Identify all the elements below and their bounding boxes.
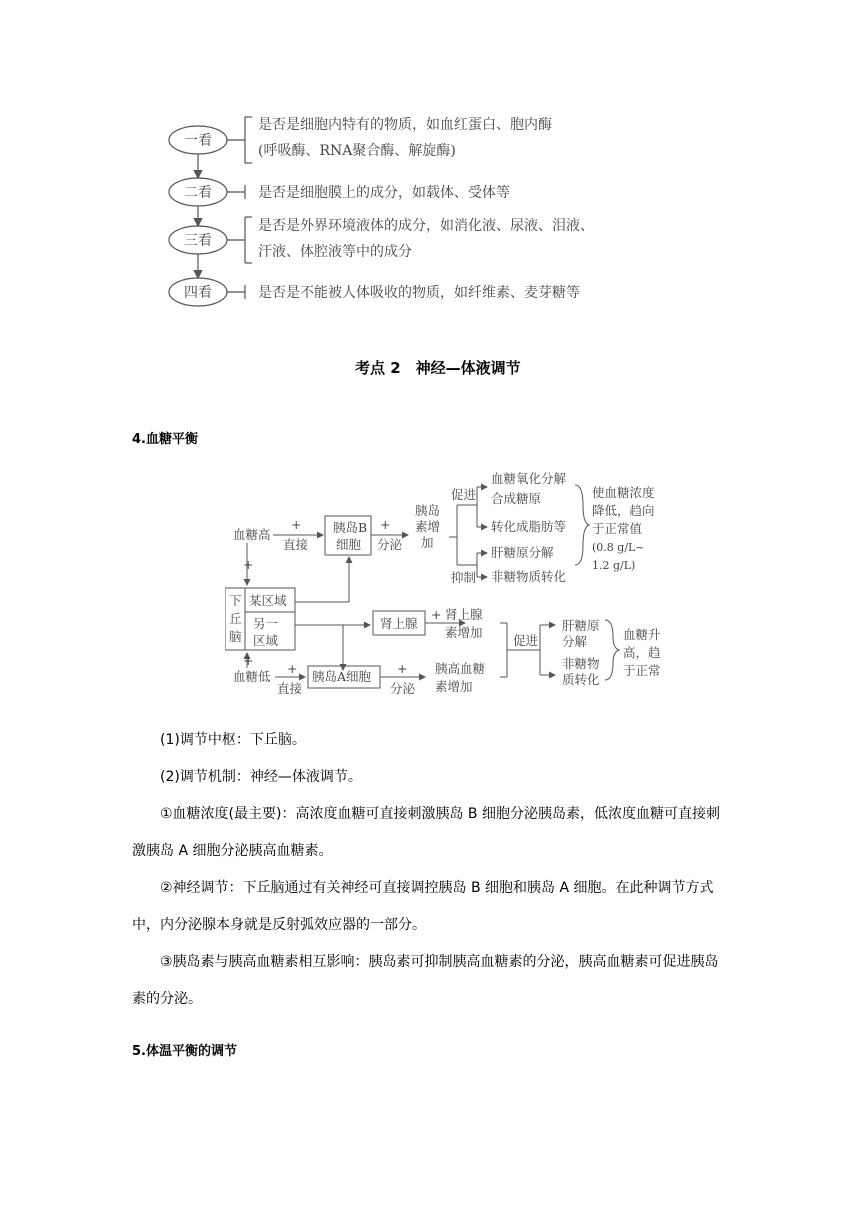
glucagon-up-line2: 素增加: [435, 679, 473, 694]
plus-4: +: [243, 557, 254, 572]
plus-2: +: [380, 517, 391, 532]
hypothalamus-char-3: 脑: [229, 629, 242, 644]
step3-line2: 汗液、体腔液等中的成分: [258, 244, 412, 260]
section-title: 考点 2 神经—体液调节: [355, 359, 521, 377]
result-high-2: 高，趋: [623, 645, 661, 660]
plus-7: +: [397, 661, 408, 676]
paragraph-5: ③胰岛素与胰高血糖素相互影响：胰岛素可抑制胰高血糖素的分泌，胰高血糖素可促进胰岛素的分泌。: [132, 954, 719, 1007]
up-effect-2-line2: 质转化: [562, 672, 600, 687]
insulin-effect-1: 血糖氧化分解: [491, 471, 567, 486]
result-low-2: 降低，趋向: [592, 503, 655, 518]
paragraph-2: (2)调节机制：神经—体液调节。: [160, 769, 362, 785]
region1-label: 某区域: [249, 593, 287, 608]
insulin-effect-3: 转化成脂肪等: [491, 519, 567, 534]
paragraph-block: [132, 722, 732, 1018]
up-effect-2-line1: 非糖物: [562, 656, 600, 671]
hypothalamus-char-2: 丘: [229, 611, 242, 626]
insulin-up-line3: 加: [421, 535, 434, 550]
up-effect-1-line2: 分解: [562, 634, 588, 649]
plus-3: +: [431, 607, 442, 622]
step2-line1: 是否是细胞膜上的成分，如载体、受体等: [258, 185, 510, 201]
direct-label-2: 直接: [277, 681, 303, 696]
region2-line2: 区域: [253, 633, 279, 648]
hypothalamus-char-1: 下: [229, 593, 242, 608]
direct-label-1: 直接: [283, 537, 309, 552]
paragraph-4: ②神经调节：下丘脑通过有关神经可直接调控胰岛 B 细胞和胰岛 A 细胞。在此种调节方式中，内分泌腺本身就是反射弧效应器的一部分。: [132, 880, 714, 933]
blood-sugar-diagram: [225, 465, 675, 705]
adrenaline-up-line2: 素增加: [445, 625, 483, 640]
step2-label: 二看: [184, 185, 212, 201]
result-high-3: 于正常: [623, 663, 661, 678]
beta-cell-line2: 细胞: [336, 537, 362, 552]
step4-label: 四看: [184, 285, 212, 301]
secrete-label-1: 分泌: [377, 537, 403, 552]
step4-line1: 是否是不能被人体吸收的物质，如纤维素、麦芽糖等: [258, 285, 580, 301]
blood-low-label: 血糖低: [233, 669, 271, 684]
four-look-diagram: [160, 105, 640, 310]
step3-line1: 是否是外界环境液体的成分，如消化液、尿液、泪液、: [258, 218, 594, 234]
heading-blood-sugar: 4.血糖平衡: [132, 432, 198, 447]
result-low-3: 于正常值: [592, 521, 643, 536]
step1-label: 一看: [184, 133, 212, 149]
result-low-1: 使血糖浓度: [592, 485, 655, 500]
step1-line2: (呼吸酶、RNA聚合酶、解旋酶): [258, 143, 456, 159]
insulin-up-line2: 素增: [415, 519, 441, 534]
result-high-1: 血糖升: [623, 627, 661, 642]
plus-1: +: [291, 517, 302, 532]
blood-high-label: 血糖高: [233, 527, 271, 542]
inhibit-label: 抑制: [451, 570, 477, 585]
insulin-effect-2: 合成糖原: [491, 491, 542, 506]
alpha-cell-label: 胰岛A细胞: [312, 669, 372, 684]
promote-label-1: 促进: [451, 487, 477, 502]
plus-6: +: [287, 661, 298, 676]
secrete-label-2: 分泌: [390, 681, 416, 696]
result-low-4: (0.8 g/L~: [592, 541, 645, 554]
insulin-effect-4: 肝糖原分解: [491, 545, 554, 560]
glucagon-up-line1: 胰高血糖: [435, 661, 486, 676]
plus-5: +: [243, 653, 254, 668]
region2-line1: 另一: [253, 616, 279, 631]
step3-label: 三看: [184, 233, 212, 249]
insulin-effect-5: 非糖物质转化: [491, 569, 567, 584]
adrenaline-up-line1: 肾上腺: [445, 607, 483, 622]
heading-body-temperature: 5.体温平衡的调节: [132, 1044, 237, 1059]
adrenal-label: 肾上腺: [380, 616, 418, 631]
beta-cell-line1: 胰岛B: [333, 520, 368, 535]
step1-line1: 是否是细胞内特有的物质，如血红蛋白、胞内酶: [258, 117, 552, 133]
paragraph-1: (1)调节中枢：下丘脑。: [160, 732, 306, 748]
paragraph-3: ①血糖浓度(最主要)：高浓度血糖可直接刺激胰岛 B 细胞分泌胰岛素，低浓度血糖可直接刺激胰岛 A 细胞分泌胰高血糖素。: [132, 806, 720, 859]
result-low-5: 1.2 g/L): [592, 559, 636, 572]
up-effect-1-line1: 肝糖原: [562, 618, 600, 633]
promote-label-2: 促进: [513, 633, 539, 648]
insulin-up-line1: 胰岛: [415, 503, 441, 518]
